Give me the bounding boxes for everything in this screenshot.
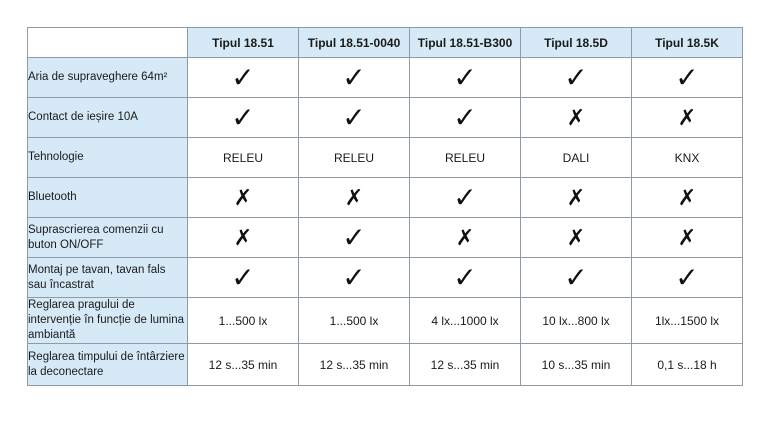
column-header: Tipul 18.51-0040: [299, 28, 410, 58]
row-label: Bluetooth: [28, 178, 188, 218]
check-icon: ✓: [342, 221, 366, 253]
table-row: [28, 58, 743, 98]
comparison-table-container: [27, 27, 743, 386]
table-row: [28, 298, 743, 344]
table-cell: [632, 58, 743, 98]
corner-cell: [28, 28, 188, 58]
check-icon: ✓: [564, 61, 588, 93]
check-icon: ✓: [564, 261, 588, 293]
table-cell: KNX: [632, 138, 743, 178]
table-row: [28, 344, 743, 386]
table-cell: [188, 218, 299, 258]
table-cell: [410, 98, 521, 138]
table-cell: [521, 58, 632, 98]
table-row: [28, 138, 743, 178]
check-icon: ✓: [675, 261, 699, 293]
check-icon: ✓: [231, 261, 255, 293]
table-cell: 1...500 lx: [299, 298, 410, 344]
table-cell: [188, 258, 299, 298]
row-label: Suprascrierea comenzii cu buton ON/OFF: [28, 218, 188, 258]
check-icon: ✓: [342, 61, 366, 93]
table-cell: RELEU: [188, 138, 299, 178]
table-cell: [632, 178, 743, 218]
cross-icon: ✗: [677, 104, 697, 130]
table-cell: 4 lx...1000 lx: [410, 298, 521, 344]
row-label: Tehnologie: [28, 138, 188, 178]
cross-icon: ✗: [344, 184, 364, 210]
cross-icon: ✗: [566, 184, 586, 210]
table-cell: [188, 178, 299, 218]
cross-icon: ✗: [233, 184, 253, 210]
table-cell: [188, 58, 299, 98]
check-icon: ✓: [675, 61, 699, 93]
row-label: Reglarea timpului de întârziere la deconectare: [28, 344, 188, 386]
check-icon: ✓: [231, 61, 255, 93]
check-icon: ✓: [453, 261, 477, 293]
table-cell: [521, 218, 632, 258]
check-icon: ✓: [453, 61, 477, 93]
check-icon: ✓: [342, 101, 366, 133]
table-cell: [521, 178, 632, 218]
table-cell: [188, 98, 299, 138]
cross-icon: ✗: [677, 184, 697, 210]
table-cell: 10 s...35 min: [521, 344, 632, 386]
cross-icon: ✗: [455, 224, 475, 250]
table-cell: [632, 258, 743, 298]
table-cell: [410, 218, 521, 258]
column-header: Tipul 18.5D: [521, 28, 632, 58]
table-cell: [632, 218, 743, 258]
table-cell: 12 s...35 min: [299, 344, 410, 386]
table-cell: [299, 178, 410, 218]
table-cell: [632, 98, 743, 138]
table-cell: DALI: [521, 138, 632, 178]
table-cell: 10 lx...800 lx: [521, 298, 632, 344]
table-header-row: [28, 28, 743, 58]
check-icon: ✓: [342, 261, 366, 293]
row-label: Contact de ieșire 10A: [28, 98, 188, 138]
table-cell: 0,1 s...18 h: [632, 344, 743, 386]
column-header: Tipul 18.51: [188, 28, 299, 58]
row-label: Aria de supraveghere 64m²: [28, 58, 188, 98]
cross-icon: ✗: [677, 224, 697, 250]
table-cell: [299, 258, 410, 298]
table-cell: [299, 218, 410, 258]
check-icon: ✓: [231, 101, 255, 133]
table-cell: [410, 178, 521, 218]
table-row: [28, 218, 743, 258]
row-label: Reglarea pragului de intervenție în funcție de lumina ambiantă: [28, 298, 188, 344]
table-cell: [521, 258, 632, 298]
cross-icon: ✗: [566, 224, 586, 250]
check-icon: ✓: [453, 101, 477, 133]
column-header: Tipul 18.51-B300: [410, 28, 521, 58]
table-cell: [410, 58, 521, 98]
table-cell: [299, 58, 410, 98]
table-row: [28, 98, 743, 138]
cross-icon: ✗: [233, 224, 253, 250]
table-cell: 12 s...35 min: [410, 344, 521, 386]
table-row: [28, 258, 743, 298]
comparison-table: [27, 27, 743, 386]
table-cell: [410, 258, 521, 298]
table-cell: RELEU: [410, 138, 521, 178]
table-cell: [521, 98, 632, 138]
table-cell: 12 s...35 min: [188, 344, 299, 386]
column-header: Tipul 18.5K: [632, 28, 743, 58]
table-cell: 1lx...1500 lx: [632, 298, 743, 344]
row-label: Montaj pe tavan, tavan fals sau încastrat: [28, 258, 188, 298]
check-icon: ✓: [453, 181, 477, 213]
table-cell: [299, 98, 410, 138]
cross-icon: ✗: [566, 104, 586, 130]
table-cell: RELEU: [299, 138, 410, 178]
table-row: [28, 178, 743, 218]
table-cell: 1...500 lx: [188, 298, 299, 344]
